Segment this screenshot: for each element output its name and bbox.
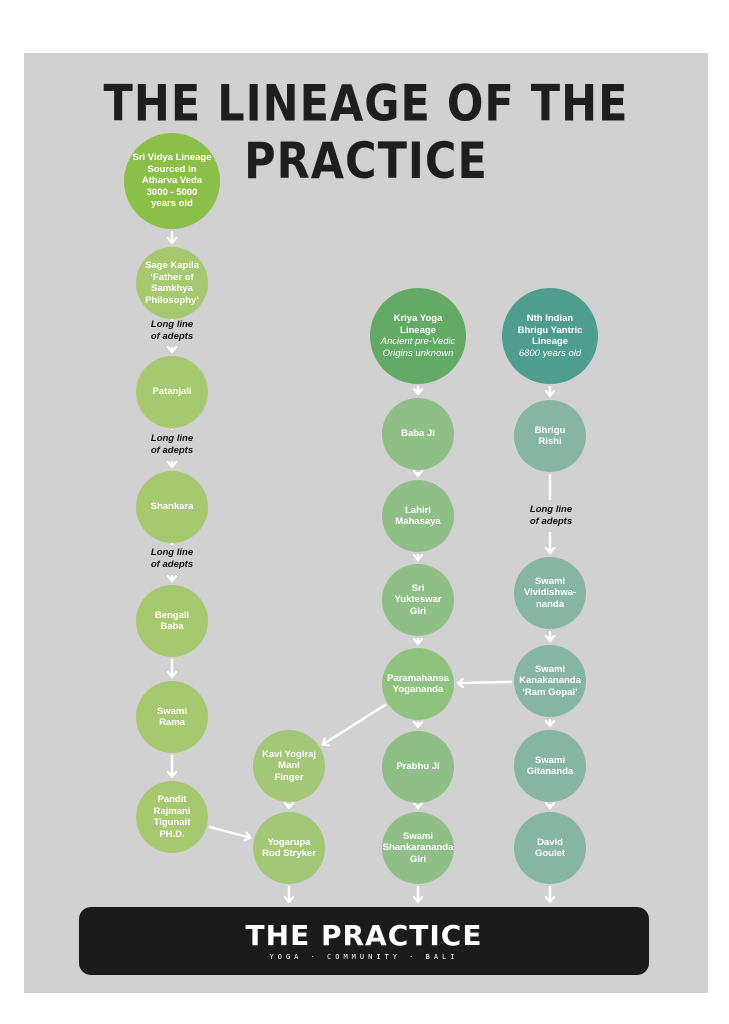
node-label-line: Swami [534,663,566,675]
node-label-line: Bhrigu Rishi [534,424,566,447]
node-label-line: Sourced in [147,163,197,175]
practice-logo [79,921,649,961]
node-label-line: Giri [409,605,427,617]
node-label-line: Rajmani [153,805,191,817]
node-label-line: Kriya Yoga [393,313,443,324]
node-label-line: Rama [159,717,185,728]
logo-tagline: YOGA · COMMUNITY · BALI [269,953,459,961]
node-label-line: Swami [534,575,566,587]
node-stryker [253,812,325,884]
node-label-line: Sri Vidya Lineage [132,152,212,164]
note-line: Long line [529,504,573,515]
node-label-line: Sri [411,582,425,594]
node-label-line: Philosophy’ [145,294,199,306]
note-line: Long line [150,319,194,330]
note-line: of adepts [529,516,573,527]
link-tigunait-stryker [209,827,251,838]
node-bhrigu [514,400,586,472]
node-label-line: Yogarupa [267,836,311,848]
node-label-line: David [537,836,563,848]
node-label-line: Baba [160,621,184,632]
node-label-line: ‘Ram Gopal’ [522,686,578,698]
node-label-line: Finger [274,771,304,783]
node-label-line: Bengali [154,609,190,621]
node-bengali [136,585,208,657]
page-title: THE LINEAGE OF THE PRACTICE [103,75,629,191]
link-yogananda-kavi [323,704,386,744]
node-label-line: Bhrigu Yantric [517,324,583,336]
node-label-line: Atharva Veda [141,175,203,187]
node-label-line: years old [151,198,193,210]
node-label-line: Paramahansa [387,672,449,684]
node-label-line: Yukteswar [394,594,442,606]
node-label-line: Prabhu Ji [396,761,440,773]
node-label-line: Giri [409,853,427,865]
node-patanjali [136,356,208,428]
node-label-line: Swami [156,705,188,717]
note-line: Long line [150,433,194,444]
node-label-line: Mahasaya [395,516,441,527]
node-rama [136,681,208,753]
node-shankarananda [382,812,454,884]
logo-wordmark: THE PRACTICE [245,919,483,952]
note-line: Long line [150,547,194,558]
node-label-line: Patanjali [152,386,192,398]
node-label-line: 3000 - 5000 [146,186,198,198]
node-label-line: Mani [278,760,300,772]
node-label-line: Rod Stryker [262,848,316,859]
node-label-line: Gitananda [526,766,574,777]
note-line: of adepts [150,331,194,342]
node-kapila [136,247,208,319]
node-label-line: Sage Kapila [145,260,199,271]
note-long-line-of-adepts [506,504,596,528]
node-label-line: Swami [534,754,566,766]
node-lahiri [382,480,454,552]
node-label-line: Swami [402,830,434,842]
node-kriya [370,288,466,384]
node-nth [502,288,598,384]
node-label-line: Pandit [157,794,187,805]
node-babaji [382,398,454,470]
node-label-line: Lahiri [405,504,431,516]
node-label-line: Goulet [534,848,566,859]
node-label-line: Vividishwa- [523,587,577,599]
node-label-line: Baba Ji [401,428,435,440]
node-kavi [253,730,325,802]
node-sublabel-line: Ancient pre-Vedic [380,336,456,347]
node-label-line: Kanakananda [519,675,581,687]
note-line: of adepts [150,559,194,570]
node-label-line: PH.D. [159,828,185,840]
node-label-line: Shankara [150,501,194,513]
node-label-line: Lineage [400,324,436,336]
note-long-line-of-adepts [127,547,217,571]
node-goulet [514,812,586,884]
node-gitananda [514,730,586,802]
node-label-line: Samkhya [151,283,193,294]
node-srividya [124,133,220,229]
node-yukteswar [382,564,454,636]
note-long-line-of-adepts [127,433,217,457]
node-yogananda [382,648,454,720]
node-vividish [514,557,586,629]
node-kanakananda [514,645,586,717]
node-label-line: Shankarananda [382,842,454,854]
node-label-line: Tigunait [153,817,191,828]
node-label-line: ‘Father of [150,271,194,283]
node-label-line: Nth Indian [526,313,574,324]
node-sublabel-line: Origins unknown [382,347,454,359]
node-label-line: nanda [536,598,564,610]
node-shankara [136,471,208,543]
note-line: of adepts [150,445,194,456]
link-kanakananda-yogananda [458,682,512,683]
node-label-line: Lineage [532,336,568,347]
note-long-line-of-adepts [127,319,217,343]
footer-banner [79,907,649,975]
node-label-line: Kavi Yogiraj [261,748,317,760]
node-label-line: Yogananda [392,684,444,695]
node-tigunait [136,781,208,853]
node-sublabel-line: 6800 years old [518,347,582,359]
node-prabhu [382,731,454,803]
